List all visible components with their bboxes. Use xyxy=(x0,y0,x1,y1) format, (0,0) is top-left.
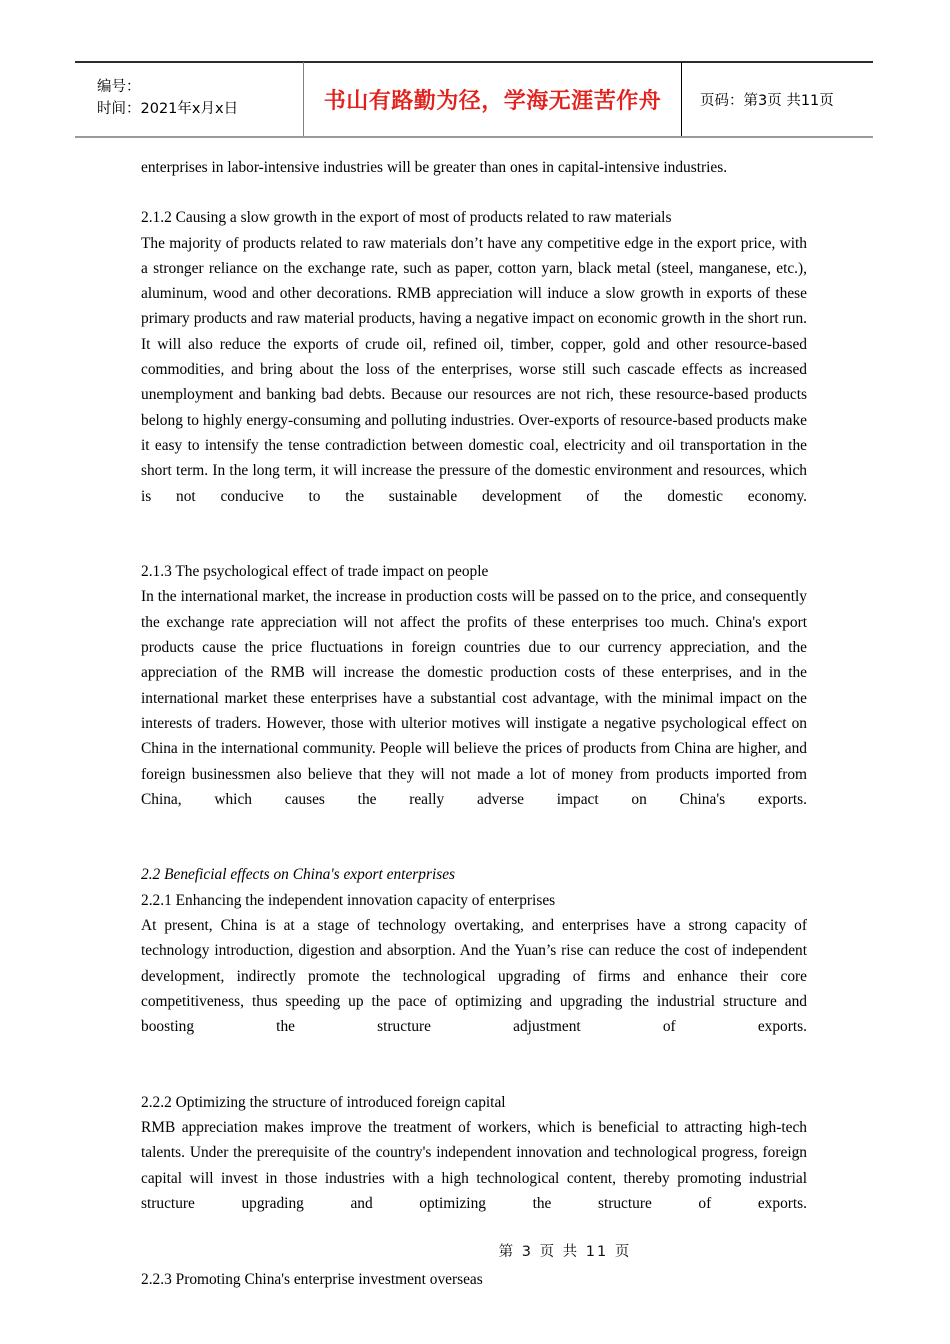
header-time-label: 时间：2021年x月x日 xyxy=(97,101,239,117)
paragraph-2-1-3: In the international market, the increase in production costs will be passed on to the price, and consequently the exchange rate appreciation will not affect the profits of these enterprises too much. China's export products cause the price fluctuations in foreign countries due to our currency appreciation, and the appreciation of the RMB will increase the domestic production costs of these enterprises, and in the international market these enterprises have a substantial cost advantage, with the minimal impact on the interests of traders. However, those with ulterior motives will instigate a negative psychological effect on China in the international community. People will believe the prices of products from China are higher, and foreign businessmen also believe that they will not made a lot of money from products imported from China, which causes the really adverse impact on China's exports. xyxy=(141,588,807,808)
document-body xyxy=(141,155,807,1292)
header-cell-meta xyxy=(75,62,304,136)
paragraph-2-2-2: RMB appreciation makes improve the treatment of workers, which is beneficial to attracting high-tech talents. Under the prerequisite of the country's independent innovation and technological progress, foreign capital will invest in those industries with a high technological content, thereby promoting industrial structure upgrading and optimizing the structure of exports. xyxy=(141,1119,807,1212)
heading-2-1-3: 2.1.3 The psychological effect of trade impact on people xyxy=(141,563,489,581)
header-bottom-rule xyxy=(75,136,873,138)
header-table xyxy=(75,62,915,136)
heading-2-2-1: 2.2.1 Enhancing the independent innovation capacity of enterprises xyxy=(141,891,556,909)
page-footer xyxy=(0,1240,950,1261)
paragraph-spacer xyxy=(141,180,807,205)
heading-2-1-2: 2.1.2 Causing a slow growth in the export of most of products related to raw materials xyxy=(141,209,672,227)
header-page-label: 页码：第3页 共11页 xyxy=(700,92,834,109)
paragraph-2-1-2: The majority of products related to raw materials don’t have any competitive edge in the export price, with a stronger reliance on the exchange rate, such as paper, cotton yarn, black metal (steel, manganese, etc.), aluminum, wood and other decorations. RMB appreciation will induce a slow growth in exports of these primary products and raw material products, having a negative impact on economic growth in the short run. It will also reduce the exports of crude oil, refined oil, timber, copper, gold and other resource-based commodities, and bring about the loss of the enterprises, worse still such cascade effects as increased unemployment and banking bad debts. Because our resources are not rich, these resource-based products belong to highly energy-consuming and polluting industries. Over-exports of resource-based products make it easy to intensify the tense contradiction between domestic coal, electricity and oil transportation in the short term. In the long term, it will increase the pressure of the domestic environment and resources, which is not conducive to the sustainable development of the domestic economy. xyxy=(141,234,807,505)
header-cell-pagenum xyxy=(682,62,916,136)
paragraph-spacer xyxy=(141,1065,807,1090)
paragraph-2-2-1: At present, China is at a stage of technology overtaking, and enterprises have a strong capacity of technology introduction, digestion and absorption. And the Yuan’s rise can reduce the cost of independent development, indirectly promote the technological upgrading of firms and enhance their core competitiveness, thus speeding up the pace of optimizing and upgrading the industrial structure and boosting the structure adjustment of exports. xyxy=(141,917,807,1036)
heading-2-2: 2.2 Beneficial effects on China's export enterprises xyxy=(141,866,456,884)
header-number-label: 编号： xyxy=(97,79,141,96)
header-row xyxy=(75,62,915,136)
heading-2-2-3: 2.2.3 Promoting China's enterprise investment overseas xyxy=(141,1270,483,1288)
header-cell-motto xyxy=(304,62,682,136)
header-motto-text: 书山有路勤为径，学海无涯苦作舟 xyxy=(323,88,662,114)
paragraph-spacer xyxy=(141,534,807,559)
footer-page-indicator: 第 3 页 共 11 页 xyxy=(498,1244,632,1260)
heading-2-2-2: 2.2.2 Optimizing the structure of introduced foreign capital xyxy=(141,1093,506,1111)
paragraph-carryover: enterprises in labor-intensive industries will be greater than ones in capital-intensive industries. xyxy=(141,159,728,176)
paragraph-spacer xyxy=(141,837,807,862)
